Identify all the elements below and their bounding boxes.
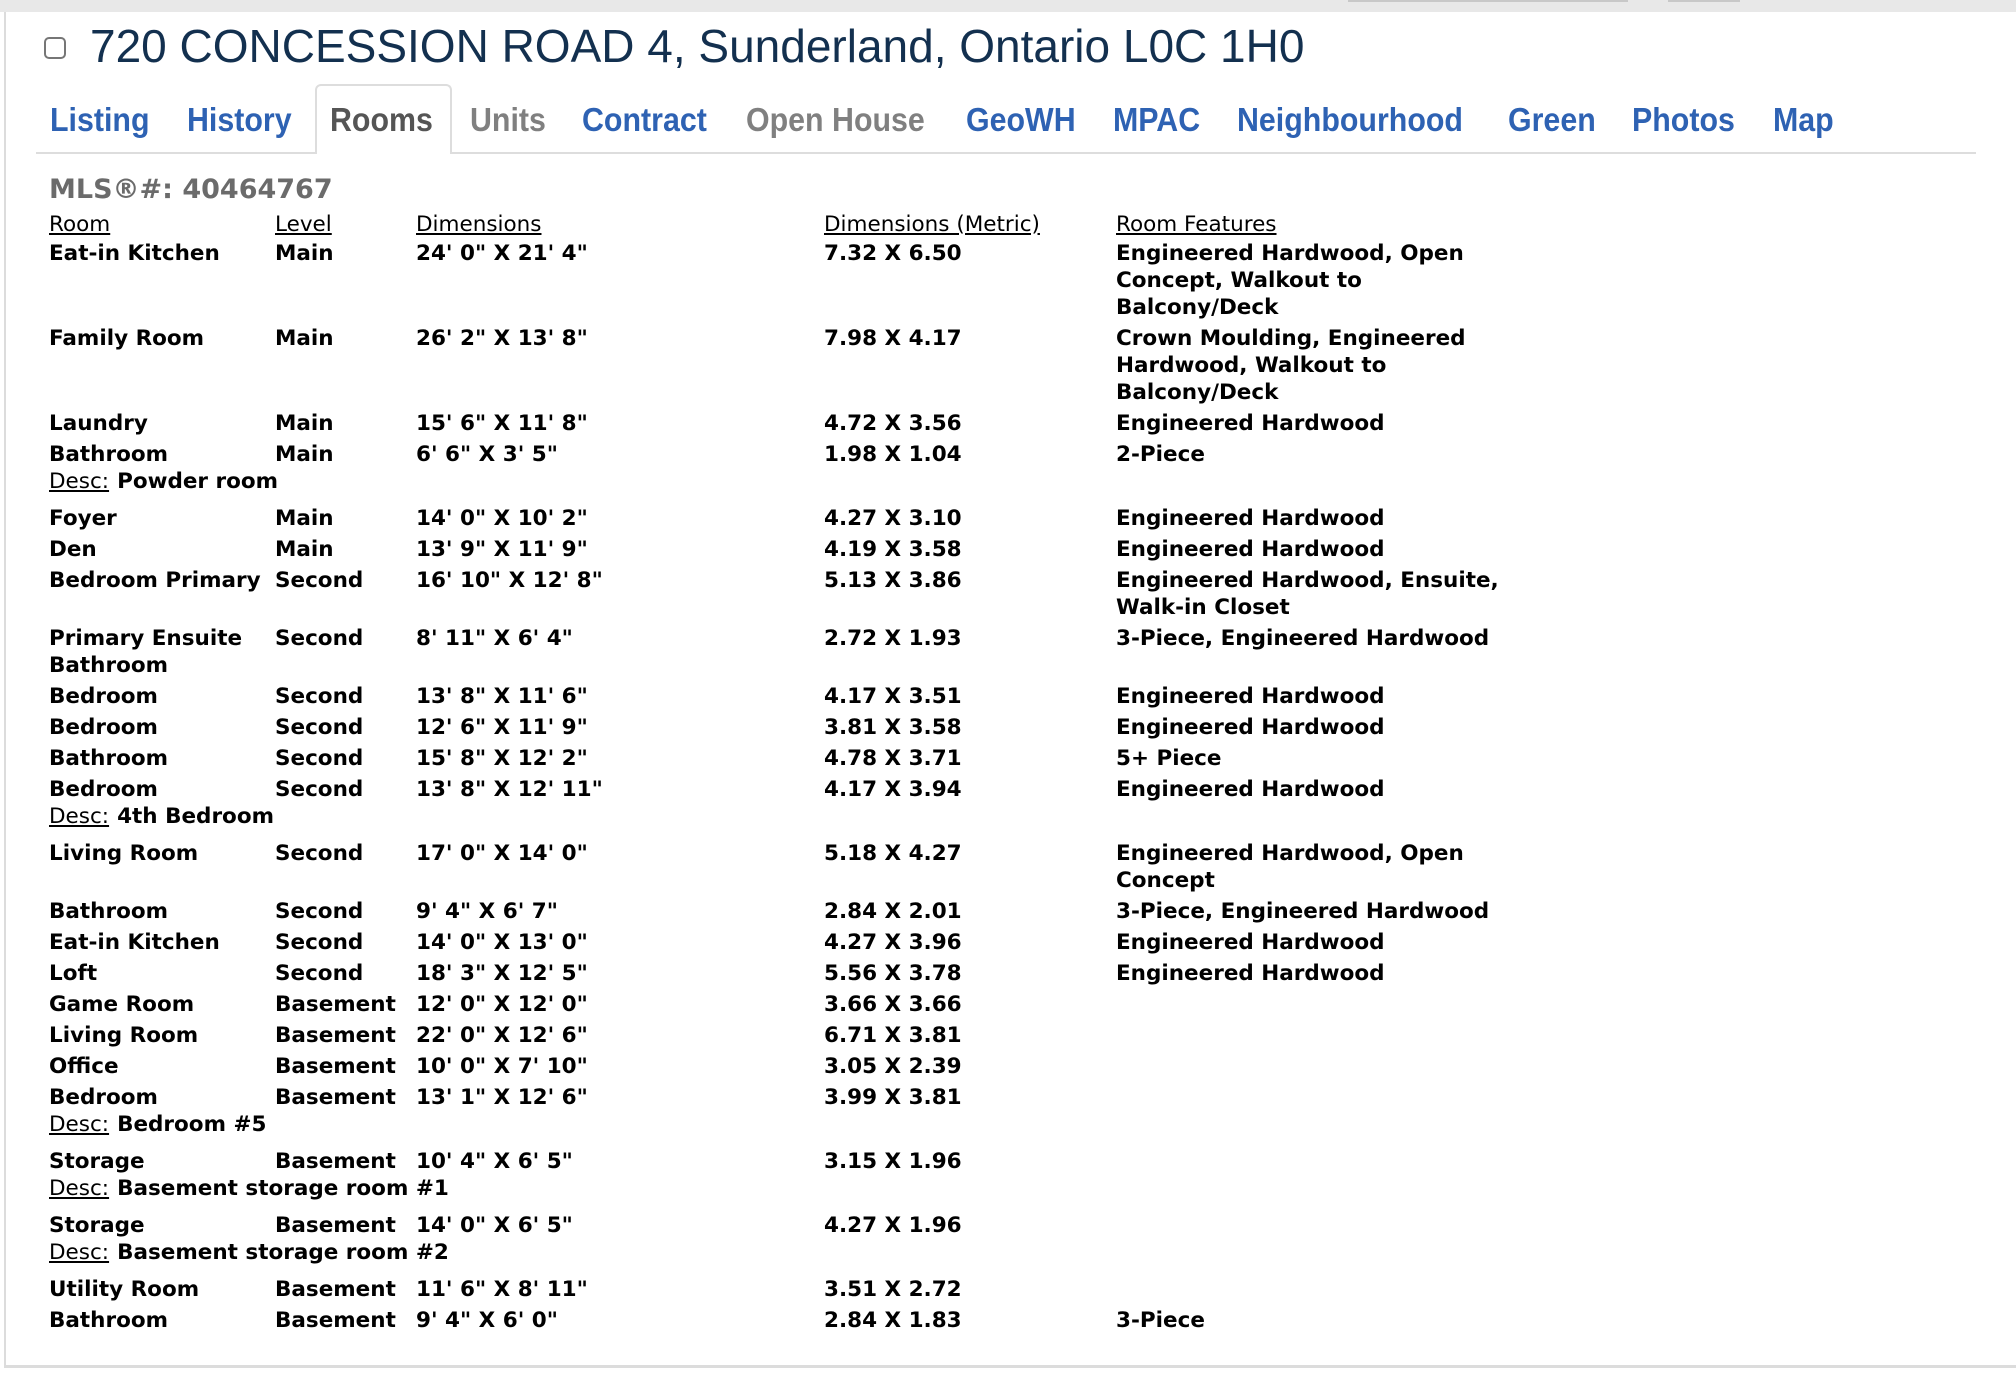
- room-level: Second: [275, 568, 364, 593]
- room-dimensions: 13' 1" X 12' 6": [416, 1085, 588, 1110]
- room-level: Second: [275, 777, 364, 802]
- room-dimensions: 14' 0" X 6' 5": [416, 1213, 573, 1238]
- room-name: Primary Ensuite Bathroom: [49, 626, 243, 678]
- room-level: Second: [275, 746, 364, 771]
- room-features: [1116, 1084, 1516, 1111]
- room-row: [49, 1212, 1516, 1239]
- room-level: Basement: [275, 992, 396, 1017]
- room-level: Basement: [275, 1054, 396, 1079]
- room-dimensions-metric: 4.17 X 3.94: [824, 777, 962, 802]
- room-dimensions-metric: 3.81 X 3.58: [824, 715, 962, 740]
- room-level: Second: [275, 961, 364, 986]
- room-row: [49, 898, 1516, 929]
- listing-header: [44, 20, 1304, 72]
- room-dimensions: 22' 0" X 12' 6": [416, 1023, 588, 1048]
- room-level: Second: [275, 626, 364, 651]
- room-description: [49, 468, 1516, 505]
- room-dimensions: 17' 0" X 14' 0": [416, 841, 588, 866]
- room-features: Engineered Hardwood: [1116, 506, 1385, 531]
- room-dimensions-metric: 3.99 X 3.81: [824, 1085, 962, 1110]
- room-features: 5+ Piece: [1116, 746, 1222, 771]
- room-name: Laundry: [49, 411, 148, 436]
- room-row: [49, 1053, 1516, 1084]
- room-row: [49, 1307, 1516, 1338]
- room-dimensions: 8' 11" X 6' 4": [416, 626, 573, 651]
- tab-listing[interactable]: Listing: [50, 101, 150, 138]
- room-dimensions: 9' 4" X 6' 0": [416, 1308, 558, 1333]
- room-dimensions: 11' 6" X 8' 11": [416, 1277, 588, 1302]
- room-name: Foyer: [49, 506, 117, 531]
- room-features: [1116, 1053, 1516, 1084]
- room-level: Main: [275, 506, 334, 531]
- room-dimensions-metric: 4.17 X 3.51: [824, 684, 962, 709]
- room-name: Living Room: [49, 841, 199, 866]
- desc-value: Powder room: [117, 469, 279, 494]
- desc-label: Desc:: [49, 804, 110, 829]
- desc-label: Desc:: [49, 1112, 110, 1137]
- room-level: Basement: [275, 1308, 396, 1333]
- desc-value: Bedroom #5: [117, 1112, 267, 1137]
- room-row: [49, 1276, 1516, 1307]
- room-name: Eat-in Kitchen: [49, 930, 220, 955]
- room-description: [49, 803, 1516, 840]
- room-name: Living Room: [49, 1023, 199, 1048]
- room-dimensions: 16' 10" X 12' 8": [416, 568, 603, 593]
- room-features: Engineered Hardwood: [1116, 411, 1385, 436]
- tab-contract[interactable]: Contract: [582, 101, 707, 138]
- desc-value: Basement storage room #1: [117, 1176, 449, 1201]
- room-row: [49, 991, 1516, 1022]
- room-dimensions-metric: 4.72 X 3.56: [824, 411, 962, 436]
- room-dimensions: 14' 0" X 13' 0": [416, 930, 588, 955]
- toolbar-stub: [1668, 0, 1740, 2]
- room-dimensions: 15' 6" X 11' 8": [416, 411, 588, 436]
- room-name: Game Room: [49, 992, 195, 1017]
- room-features: [1116, 1022, 1516, 1053]
- room-features: Engineered Hardwood: [1116, 684, 1385, 709]
- desc-value: Basement storage room #2: [117, 1240, 449, 1265]
- desc-label: Desc:: [49, 469, 110, 494]
- room-features: 3-Piece: [1116, 1308, 1205, 1333]
- room-level: Basement: [275, 1277, 396, 1302]
- room-dimensions: 15' 8" X 12' 2": [416, 746, 588, 771]
- room-dimensions: 13' 9" X 11' 9": [416, 537, 588, 562]
- room-dimensions: 10' 4" X 6' 5": [416, 1149, 573, 1174]
- room-row: [49, 840, 1516, 898]
- room-description: [49, 1239, 1516, 1276]
- desc-value: 4th Bedroom: [117, 804, 274, 829]
- listing-tabs: [36, 84, 1976, 154]
- room-row: [49, 410, 1516, 441]
- col-header-metric: Dimensions (Metric): [824, 212, 1040, 237]
- toolbar-stub: [1348, 0, 1628, 2]
- room-dimensions-metric: 4.27 X 3.96: [824, 930, 962, 955]
- room-name: Storage: [49, 1213, 145, 1238]
- room-dimensions-metric: 3.05 X 2.39: [824, 1054, 962, 1079]
- room-features: Engineered Hardwood: [1116, 930, 1385, 955]
- room-features: Engineered Hardwood, Open Concept: [1116, 841, 1464, 893]
- tab-mpac[interactable]: MPAC: [1113, 101, 1201, 138]
- room-dimensions: 9' 4" X 6' 7": [416, 899, 558, 924]
- room-name: Bedroom: [49, 1085, 158, 1110]
- room-dimensions-metric: 6.71 X 3.81: [824, 1023, 962, 1048]
- room-dimensions-metric: 5.18 X 4.27: [824, 841, 962, 866]
- room-features: Engineered Hardwood: [1116, 777, 1385, 802]
- room-features: Engineered Hardwood: [1116, 715, 1385, 740]
- tab-history[interactable]: History: [187, 101, 292, 138]
- room-dimensions: 13' 8" X 11' 6": [416, 684, 588, 709]
- room-row: [49, 536, 1516, 567]
- room-dimensions-metric: 1.98 X 1.04: [824, 442, 962, 467]
- room-dimensions-metric: 3.66 X 3.66: [824, 992, 962, 1017]
- room-description: [49, 1111, 1516, 1148]
- room-row: [49, 960, 1516, 991]
- room-name: Storage: [49, 1149, 145, 1174]
- room-features: [1116, 991, 1516, 1022]
- room-row: [49, 745, 1516, 776]
- room-level: Second: [275, 684, 364, 709]
- room-name: Bedroom: [49, 684, 158, 709]
- desc-label: Desc:: [49, 1240, 110, 1265]
- tab-open-house[interactable]: Open House: [746, 101, 925, 138]
- room-name: Bathroom: [49, 746, 169, 771]
- room-dimensions-metric: 2.84 X 2.01: [824, 899, 962, 924]
- room-features: 3-Piece, Engineered Hardwood: [1116, 626, 1490, 651]
- mls-number: MLS®#: 40464767: [49, 174, 333, 205]
- room-features: 2-Piece: [1116, 442, 1205, 467]
- room-dimensions-metric: 4.78 X 3.71: [824, 746, 962, 771]
- room-dimensions: 13' 8" X 12' 11": [416, 777, 603, 802]
- room-level: Main: [275, 326, 334, 351]
- room-dimensions: 24' 0" X 21' 4": [416, 241, 588, 266]
- room-level: Main: [275, 241, 334, 266]
- room-dimensions: 14' 0" X 10' 2": [416, 506, 588, 531]
- room-level: Basement: [275, 1023, 396, 1048]
- room-row: [49, 441, 1516, 468]
- room-name: Den: [49, 537, 97, 562]
- room-name: Bathroom: [49, 1308, 169, 1333]
- room-name: Utility Room: [49, 1277, 200, 1302]
- tab-units[interactable]: Units: [470, 101, 546, 138]
- room-name: Bathroom: [49, 442, 169, 467]
- room-name: Bedroom: [49, 715, 158, 740]
- room-dimensions-metric: 5.13 X 3.86: [824, 568, 962, 593]
- tab-geowh[interactable]: GeoWH: [966, 101, 1076, 138]
- room-name: Loft: [49, 961, 98, 986]
- room-dimensions: 18' 3" X 12' 5": [416, 961, 588, 986]
- room-row: [49, 683, 1516, 714]
- room-dimensions-metric: 4.19 X 3.58: [824, 537, 962, 562]
- room-dimensions: 12' 0" X 12' 0": [416, 992, 588, 1017]
- room-dimensions: 10' 0" X 7' 10": [416, 1054, 588, 1079]
- room-dimensions: 26' 2" X 13' 8": [416, 326, 588, 351]
- col-header-level: Level: [275, 212, 332, 237]
- room-features: [1116, 1148, 1516, 1175]
- room-name: Office: [49, 1054, 119, 1079]
- room-name: Bedroom: [49, 777, 158, 802]
- room-features: 3-Piece, Engineered Hardwood: [1116, 899, 1490, 924]
- room-dimensions: 6' 6" X 3' 5": [416, 442, 558, 467]
- room-name: Eat-in Kitchen: [49, 241, 220, 266]
- tab-neighbourhood[interactable]: Neighbourhood: [1237, 101, 1463, 138]
- room-row: [49, 1148, 1516, 1175]
- room-level: Main: [275, 442, 334, 467]
- room-features: Engineered Hardwood: [1116, 961, 1385, 986]
- room-dimensions-metric: 4.27 X 1.96: [824, 1213, 962, 1238]
- room-dimensions-metric: 5.56 X 3.78: [824, 961, 962, 986]
- room-row: [49, 625, 1516, 683]
- room-features: [1116, 1276, 1516, 1307]
- room-dimensions-metric: 3.15 X 1.96: [824, 1149, 962, 1174]
- room-dimensions-metric: 7.98 X 4.17: [824, 326, 962, 351]
- room-name: Family Room: [49, 326, 205, 351]
- room-level: Basement: [275, 1085, 396, 1110]
- room-row: [49, 240, 1516, 325]
- room-level: Second: [275, 715, 364, 740]
- room-desc-row: [49, 1239, 1516, 1276]
- listing-address-title: 720 CONCESSION ROAD 4, Sunderland, Ontario L0C 1H0: [90, 20, 1305, 72]
- room-desc-row: [49, 803, 1516, 840]
- col-header-room: Room: [49, 212, 111, 237]
- room-row: [49, 325, 1516, 410]
- col-header-dimensions: Dimensions: [416, 212, 542, 237]
- room-row: [49, 776, 1516, 803]
- tab-photos[interactable]: Photos: [1632, 101, 1735, 138]
- room-level: Second: [275, 930, 364, 955]
- rooms-header-row: [49, 211, 1516, 240]
- room-dimensions-metric: 4.27 X 3.10: [824, 506, 962, 531]
- room-dimensions-metric: 7.32 X 6.50: [824, 241, 962, 266]
- room-features: [1116, 1212, 1516, 1239]
- room-features: Engineered Hardwood, Ensuite, Walk-in Closet: [1116, 568, 1499, 620]
- browser-top-band: [0, 0, 2016, 12]
- room-desc-row: [49, 1111, 1516, 1148]
- room-level: Main: [275, 411, 334, 436]
- room-row: [49, 1022, 1516, 1053]
- tab-map[interactable]: Map: [1773, 101, 1834, 138]
- room-level: Basement: [275, 1213, 396, 1238]
- room-row: [49, 929, 1516, 960]
- room-name: Bedroom Primary: [49, 568, 261, 593]
- room-row: [49, 567, 1516, 625]
- room-dimensions: 12' 6" X 11' 9": [416, 715, 588, 740]
- room-description: [49, 1175, 1516, 1212]
- room-row: [49, 714, 1516, 745]
- room-features: Engineered Hardwood, Open Concept, Walkout to Balcony/Deck: [1116, 241, 1464, 320]
- desc-label: Desc:: [49, 1176, 110, 1201]
- room-features: Engineered Hardwood: [1116, 537, 1385, 562]
- room-level: Basement: [275, 1149, 396, 1174]
- room-desc-row: [49, 1175, 1516, 1212]
- room-desc-row: [49, 468, 1516, 505]
- room-level: Second: [275, 899, 364, 924]
- room-level: Second: [275, 841, 364, 866]
- room-features: Crown Moulding, Engineered Hardwood, Walkout to Balcony/Deck: [1116, 326, 1466, 405]
- col-header-features: Room Features: [1116, 212, 1277, 237]
- room-row: [49, 505, 1516, 536]
- room-name: Bathroom: [49, 899, 169, 924]
- rooms-table: [49, 211, 1516, 1338]
- room-dimensions-metric: 3.51 X 2.72: [824, 1277, 962, 1302]
- select-listing-checkbox[interactable]: [44, 37, 66, 59]
- room-level: Main: [275, 537, 334, 562]
- tab-green[interactable]: Green: [1508, 101, 1596, 138]
- room-dimensions-metric: 2.84 X 1.83: [824, 1308, 962, 1333]
- tab-rooms[interactable]: Rooms: [330, 101, 433, 138]
- room-row: [49, 1084, 1516, 1111]
- room-dimensions-metric: 2.72 X 1.93: [824, 626, 962, 651]
